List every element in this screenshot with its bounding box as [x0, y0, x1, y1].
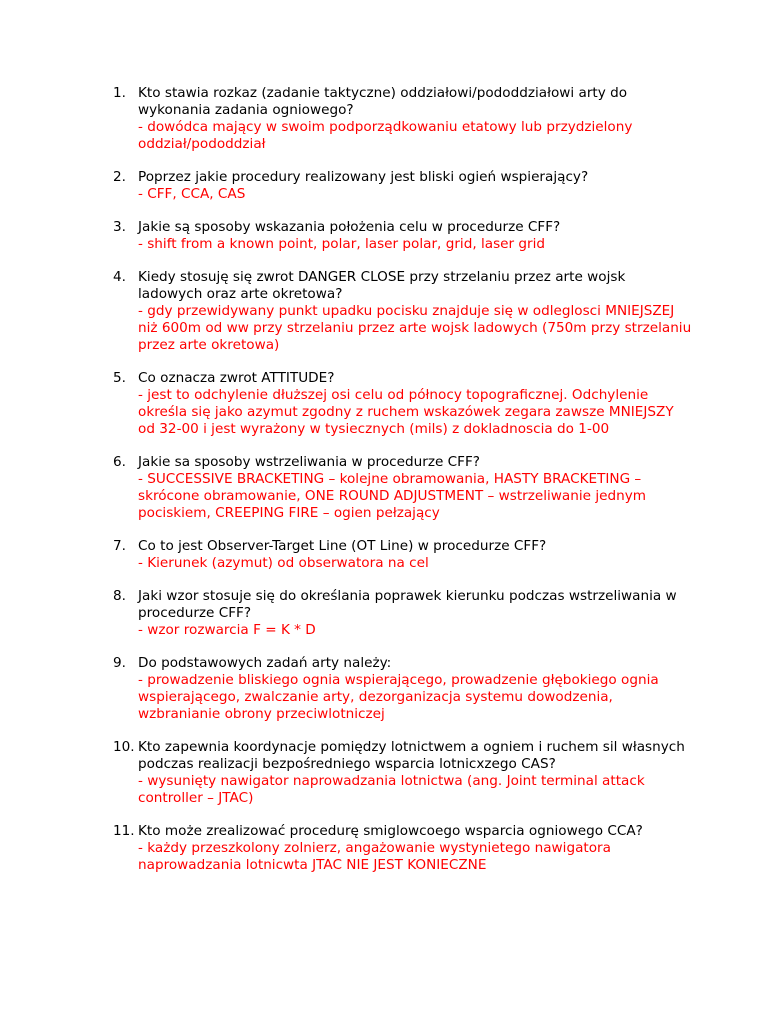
list-item: [113, 269, 693, 354]
item-number: 11.: [113, 823, 135, 839]
list-item: [113, 538, 693, 572]
question-text: Do podstawowych zadań arty należy:: [138, 655, 392, 671]
question-text: Co to jest Observer-Target Line (OT Line) w procedurze CFF?: [138, 538, 547, 554]
question-text: Poprzez jakie procedury realizowany jest bliski ogień wspierający?: [138, 169, 589, 185]
list-item: [113, 739, 693, 807]
list-item: [113, 85, 693, 153]
item-number: 9.: [113, 655, 126, 671]
answer-text: - shift from a known point, polar, laser polar, grid, laser grid: [138, 236, 546, 252]
question-text: Jaki wzor stosuje się do określania poprawek kierunku podczas wstrzeliwania w procedurze CFF?: [138, 588, 677, 621]
answer-text: - wzor rozwarcia F = K * D: [138, 622, 316, 638]
question-text: Jakie sa sposoby wstrzeliwania w procedurze CFF?: [138, 454, 481, 470]
question-text: Jakie są sposoby wskazania położenia celu w procedurze CFF?: [138, 219, 561, 235]
list-item: [113, 370, 693, 438]
item-number: 5.: [113, 370, 126, 386]
answer-text: - wysunięty nawigator naprowadzania lotnictwa (ang. Joint terminal attack controller – JTAC): [138, 773, 645, 806]
question-text: Kto zapewnia koordynacje pomiędzy lotnictwem a ogniem i ruchem sil własnych podczas realizacji bezpośredniego wsparcia lotnicxzego CAS?: [138, 739, 685, 772]
item-number: 6.: [113, 454, 126, 470]
answer-text: - każdy przeszkolony zolnierz, angażowanie wystynietego nawigatora naprowadzania lotnicwta JTAC NIE JEST KONIECZNE: [138, 840, 611, 873]
item-number: 4.: [113, 269, 126, 285]
list-item: [113, 454, 693, 522]
item-number: 10.: [113, 739, 135, 755]
answer-text: - CFF, CCA, CAS: [138, 186, 246, 202]
answer-text: - Kierunek (azymut) od obserwatora na cel: [138, 555, 429, 571]
question-text: Kiedy stosuję się zwrot DANGER CLOSE przy strzelaniu przez arte wojsk ladowych oraz arte okretowa?: [138, 269, 626, 302]
item-number: 2.: [113, 169, 126, 185]
list-item: [113, 588, 693, 639]
list-item: [113, 219, 693, 253]
item-number: 3.: [113, 219, 126, 235]
list-item: [113, 169, 693, 203]
list-item: [113, 823, 693, 874]
answer-text: - gdy przewidywany punkt upadku pocisku znajduje się w odleglosci MNIEJSZEJ niż 600m od ww przy strzelaniu przez arte wojsk ladowych (750m przy strzelaniu przez arte okretowa): [138, 303, 692, 353]
item-number: 8.: [113, 588, 126, 604]
question-text: Co oznacza zwrot ATTITUDE?: [138, 370, 335, 386]
list-item: [113, 655, 693, 723]
answer-text: - prowadzenie bliskiego ognia wspierającego, prowadzenie głębokiego ognia wspierającego, zwalczanie arty, dezorganizacja systemu dowodzenia, wzbranianie obrony przeciwlotniczej: [138, 672, 659, 722]
answer-text: - jest to odchylenie dłuższej osi celu od północy topograficznej. Odchylenie określa się jako azymut zgodny z ruchem wskazówek zegara zawsze MNIEJSZY od 32-00 i jest wyrażony w tysiecznych (mils) z dokladnoscia do 1-00: [138, 387, 674, 437]
answer-text: - SUCCESSIVE BRACKETING – kolejne obramowania, HASTY BRACKETING – skrócone obramowanie, ONE ROUND ADJUSTMENT – wstrzeliwanie jednym pociskiem, CREEPING FIRE – ogien pełzający: [138, 471, 647, 521]
item-number: 7.: [113, 538, 126, 554]
question-list: [113, 85, 693, 890]
question-text: Kto stawia rozkaz (zadanie taktyczne) oddziałowi/pododdziałowi arty do wykonania zadania ogniowego?: [138, 85, 628, 118]
question-text: Kto może zrealizować procedurę smiglowcoego wsparcia ogniowego CCA?: [138, 823, 643, 839]
item-number: 1.: [113, 85, 126, 101]
answer-text: - dowódca mający w swoim podporządkowaniu etatowy lub przydzielony oddział/pododdział: [138, 119, 633, 152]
